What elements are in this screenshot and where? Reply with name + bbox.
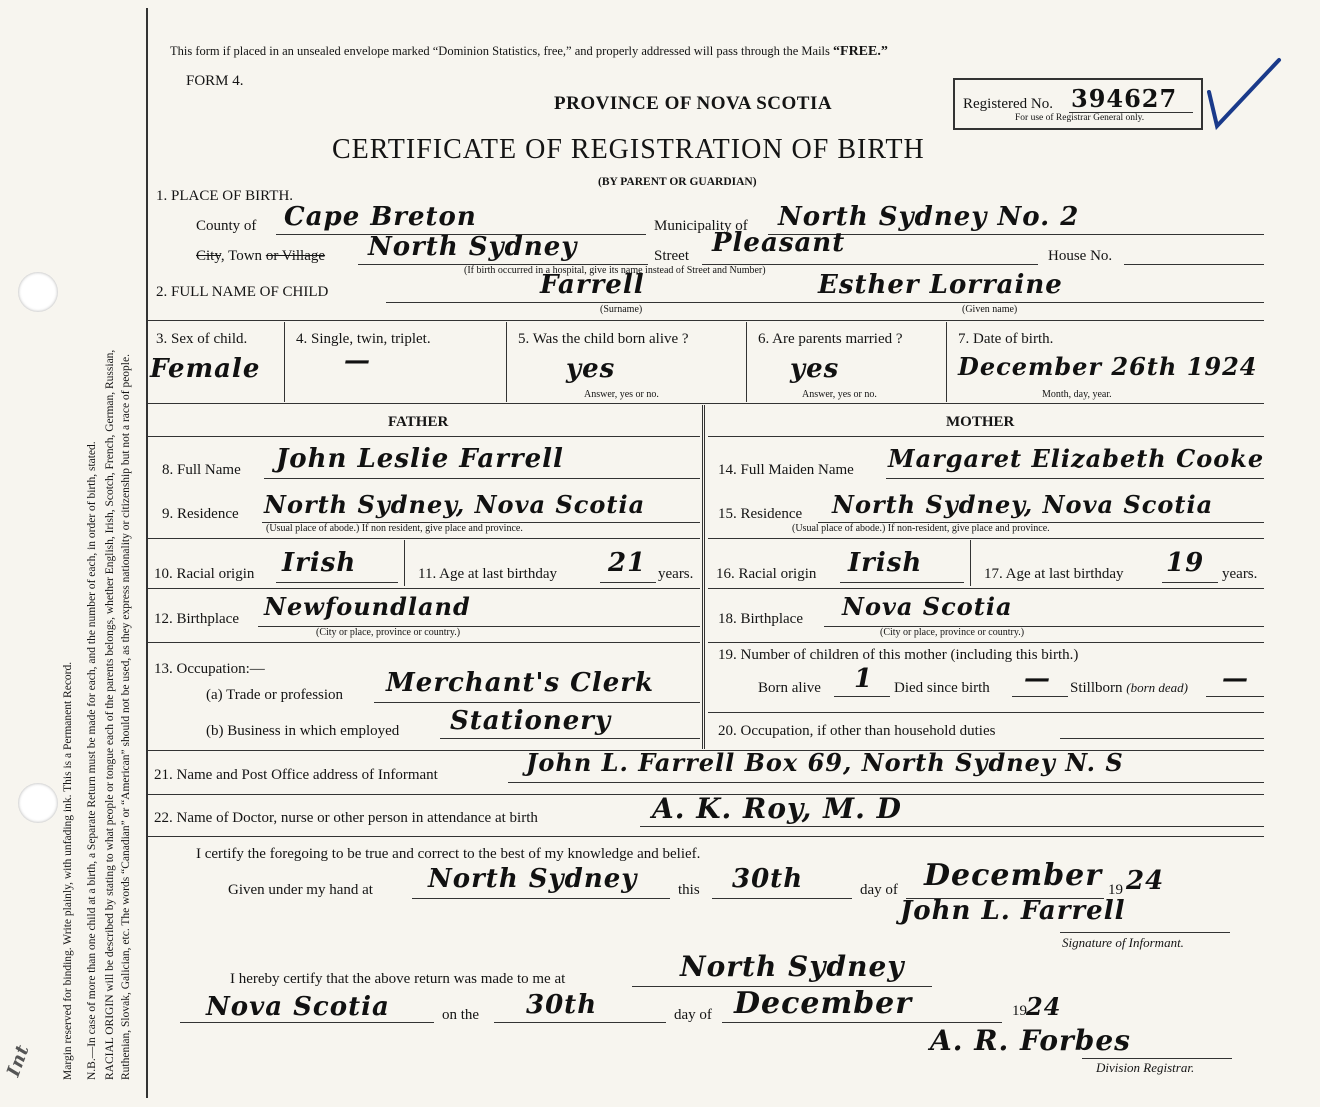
punch-hole-top bbox=[18, 272, 58, 312]
on-the-label: on the bbox=[442, 1007, 480, 1023]
registrar-day: 30th bbox=[526, 990, 598, 1020]
sex-value: Female bbox=[150, 354, 261, 384]
punch-hole-bottom bbox=[18, 783, 58, 823]
given-under-label: Given under my hand at bbox=[228, 882, 373, 898]
province-heading: PROVINCE OF NOVA SCOTIA bbox=[554, 93, 833, 114]
margin-note-binding: Margin reserved for binding. Write plainly, with unfading ink. This is a Permanent Record. bbox=[62, 661, 74, 1080]
place-heading: 1. PLACE OF BIRTH. bbox=[156, 188, 294, 204]
dob-note: Month, day, year. bbox=[1042, 389, 1112, 400]
registrar-use-note: For use of Registrar General only. bbox=[1015, 113, 1145, 123]
city-label bbox=[196, 248, 325, 265]
married-note: Answer, yes or no. bbox=[802, 389, 877, 400]
day-of-label: day of bbox=[860, 882, 898, 898]
stillborn-label-text: Stillborn bbox=[1070, 680, 1123, 696]
father-race: Irish bbox=[282, 548, 357, 578]
registrar-year-prefix: 19 bbox=[1012, 1003, 1027, 1019]
this-label: this bbox=[678, 882, 700, 898]
father-residence-note: (Usual place of abode.) If non resident, give place and province. bbox=[266, 523, 523, 534]
mother-children-label: 19. Number of children of this mother (including this birth.) bbox=[718, 647, 1079, 663]
mother-race-label: 16. Racial origin bbox=[716, 566, 817, 582]
stillborn-label bbox=[1070, 680, 1188, 697]
mother-age: 19 bbox=[1166, 548, 1205, 578]
city-label-village: or Village bbox=[265, 248, 326, 264]
mail-notice-free: “FREE.” bbox=[833, 44, 888, 59]
father-residence: North Sydney, Nova Scotia bbox=[264, 490, 646, 519]
father-business: Stationery bbox=[450, 706, 612, 736]
father-birthplace-note: (City or place, province or country.) bbox=[316, 627, 461, 638]
child-name-label: 2. FULL NAME OF CHILD bbox=[156, 284, 329, 300]
single-value: — bbox=[344, 346, 371, 376]
registrar-place: North Sydney bbox=[680, 950, 905, 983]
mother-age-label: 17. Age at last birthday bbox=[984, 566, 1124, 582]
house-label: House No. bbox=[1048, 248, 1113, 264]
informant-label: 21. Name and Post Office address of Informant bbox=[154, 767, 438, 783]
single-label: 4. Single, twin, triplet. bbox=[296, 331, 431, 347]
doctor-value: A. K. Roy, M. D bbox=[652, 792, 902, 825]
mail-notice-text: This form if placed in an unsealed envelope marked “Dominion Statistics, free,” and properly addressed will pass through the Mails bbox=[170, 44, 830, 58]
mother-name: Margaret Elizabeth Cooke bbox=[888, 444, 1265, 473]
born-alive-label: Born alive bbox=[758, 680, 821, 696]
mother-birthplace-note: (City or place, province or country.) bbox=[880, 627, 1025, 638]
mother-residence: North Sydney, Nova Scotia bbox=[832, 490, 1214, 519]
mother-residence-label: 15. Residence bbox=[718, 506, 803, 522]
father-age: 21 bbox=[608, 548, 647, 578]
sex-label: 3. Sex of child. bbox=[156, 331, 248, 347]
alive-value: yes bbox=[566, 354, 616, 384]
given-name-note: (Given name) bbox=[962, 304, 1018, 315]
stillborn-note: (born dead) bbox=[1126, 680, 1189, 695]
division-registrar-label: Division Registrar. bbox=[1096, 1060, 1195, 1075]
mail-notice bbox=[170, 44, 888, 60]
certify-year: 24 bbox=[1126, 866, 1165, 896]
corner-mark: Int bbox=[2, 1041, 34, 1080]
father-years: years. bbox=[658, 566, 694, 582]
street-label: Street bbox=[654, 248, 689, 264]
registrar-day-of-label: day of bbox=[674, 1007, 712, 1023]
father-race-label: 10. Racial origin bbox=[154, 566, 255, 582]
father-business-label: (b) Business in which employed bbox=[206, 723, 400, 739]
municipality-label: Municipality of bbox=[654, 218, 748, 234]
father-age-label: 11. Age at last birthday bbox=[418, 566, 557, 582]
registered-number: 394627 bbox=[1071, 84, 1178, 113]
married-label: 6. Are parents married ? bbox=[758, 331, 903, 347]
child-given-name: Esther Lorraine bbox=[818, 270, 1063, 300]
father-trade: Merchant's Clerk bbox=[386, 668, 654, 698]
certificate-subtitle: (BY PARENT OR GUARDIAN) bbox=[598, 176, 757, 188]
stillborn-value: — bbox=[1222, 664, 1249, 694]
father-birthplace-label: 12. Birthplace bbox=[154, 611, 239, 627]
surname-note: (Surname) bbox=[600, 304, 643, 315]
certify-year-prefix: 19 bbox=[1108, 882, 1123, 898]
informant-signature: John L. Farrell bbox=[900, 896, 1126, 926]
alive-label: 5. Was the child born alive ? bbox=[518, 331, 689, 347]
father-heading: FATHER bbox=[388, 414, 449, 430]
alive-note: Answer, yes or no. bbox=[584, 389, 659, 400]
dob-value: December 26th 1924 bbox=[958, 352, 1258, 381]
registered-box bbox=[953, 78, 1203, 130]
registrar-year: 24 bbox=[1026, 992, 1062, 1021]
father-residence-label: 9. Residence bbox=[162, 506, 239, 522]
margin-note-nb: N.B.—In case of more than one child at a birth, a Separate Return must be made for each, and the number of each, in order of birth, stated. bbox=[86, 441, 98, 1080]
checkmark-icon bbox=[1205, 56, 1285, 132]
married-value: yes bbox=[790, 354, 840, 384]
certify-statement: I certify the foregoing to be true and correct to the best of my knowledge and belief. bbox=[196, 846, 701, 862]
mother-birthplace-label: 18. Birthplace bbox=[718, 611, 803, 627]
died-label: Died since birth bbox=[894, 680, 990, 696]
mother-name-label: 14. Full Maiden Name bbox=[718, 462, 854, 478]
county-value: Cape Breton bbox=[284, 202, 477, 232]
mother-residence-note: (Usual place of abode.) If non-resident, give place and province. bbox=[792, 523, 1050, 534]
father-name: John Leslie Farrell bbox=[276, 444, 564, 474]
mother-years: years. bbox=[1222, 566, 1258, 582]
mother-birthplace: Nova Scotia bbox=[842, 592, 1013, 621]
county-label: County of bbox=[196, 218, 257, 234]
city-label-town: , Town bbox=[220, 248, 266, 264]
certify-day: 30th bbox=[732, 864, 804, 894]
registrar-month: December bbox=[734, 986, 913, 1021]
father-name-label: 8. Full Name bbox=[162, 462, 241, 478]
informant-value: John L. Farrell Box 69, North Sydney N. S bbox=[526, 748, 1124, 777]
child-surname: Farrell bbox=[540, 270, 645, 300]
mother-heading: MOTHER bbox=[946, 414, 1015, 430]
certify-month: December bbox=[924, 858, 1103, 893]
died-value: — bbox=[1024, 664, 1051, 694]
registered-label: Registered No. bbox=[963, 96, 1053, 112]
father-birthplace: Newfoundland bbox=[264, 592, 471, 621]
city-value: North Sydney bbox=[368, 232, 578, 262]
certify-place: North Sydney bbox=[428, 864, 638, 894]
dob-label: 7. Date of birth. bbox=[958, 331, 1054, 347]
certificate-title: CERTIFICATE OF REGISTRATION OF BIRTH bbox=[332, 134, 925, 165]
doctor-label: 22. Name of Doctor, nurse or other person in attendance at birth bbox=[154, 810, 538, 826]
father-trade-label: (a) Trade or profession bbox=[206, 687, 344, 703]
margin-note-racial: RACIAL ORIGIN will be described by stating to what people or tongue each of the parents belongs, whether English, Irish, Scotch, French, German, Russian, bbox=[104, 349, 116, 1080]
city-label-city: City bbox=[196, 248, 221, 264]
street-value: Pleasant bbox=[712, 228, 846, 258]
hospital-note: (If birth occurred in a hospital, give its name instead of Street and Number) bbox=[464, 265, 766, 276]
margin-note-racial-2: Ruthenian, Slovak, Galician, etc. The words “Canadian” or “American” should not be used, as they express nationality or citizenship but not a race of people. bbox=[120, 354, 132, 1080]
mother-race: Irish bbox=[848, 548, 923, 578]
form-number: FORM 4. bbox=[186, 73, 244, 89]
registrar-place-2: Nova Scotia bbox=[206, 992, 390, 1022]
municipality-value: North Sydney No. 2 bbox=[778, 202, 1080, 232]
mother-occupation-label: 20. Occupation, if other than household duties bbox=[718, 723, 996, 739]
signature-informant-label: Signature of Informant. bbox=[1062, 935, 1184, 950]
registrar-statement: I hereby certify that the above return was made to me at bbox=[230, 971, 566, 987]
father-occupation-label: 13. Occupation:— bbox=[154, 661, 265, 677]
born-alive-value: 1 bbox=[854, 664, 874, 694]
registrar-signature: A. R. Forbes bbox=[930, 1024, 1131, 1057]
